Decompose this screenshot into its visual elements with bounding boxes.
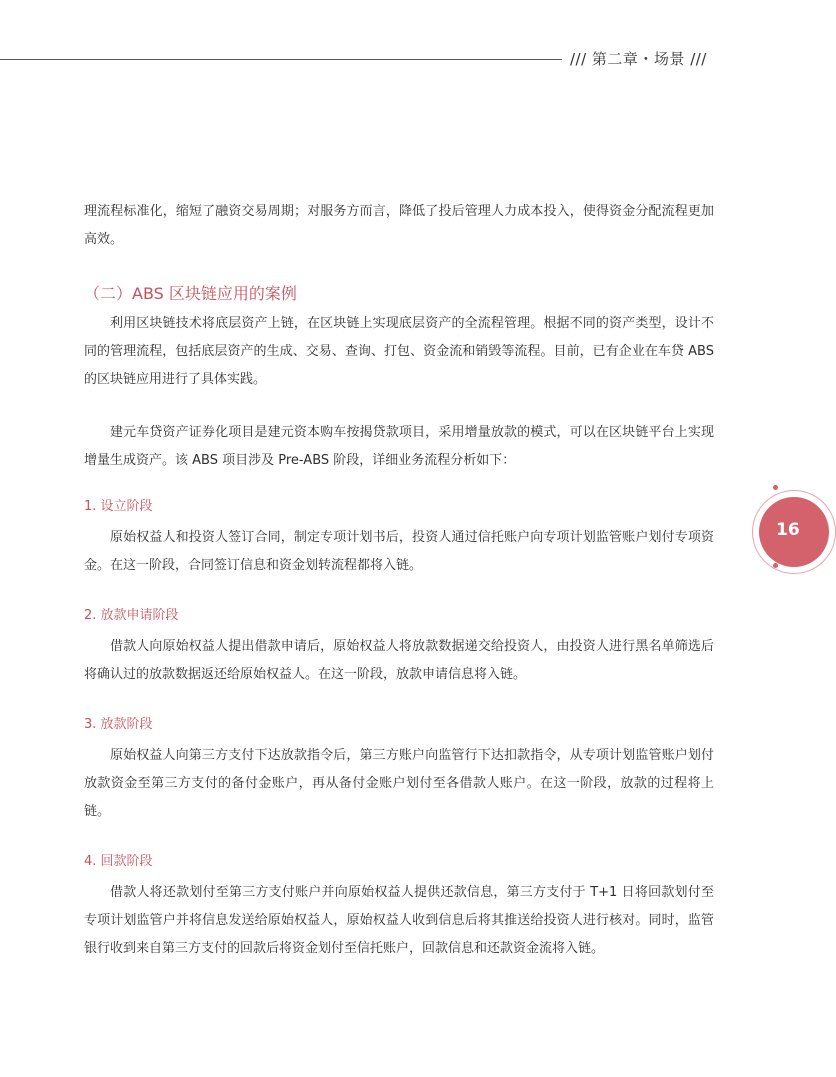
page-content (84, 198, 714, 963)
section-title: （二）ABS 区块链应用的案例 (84, 284, 297, 303)
step-title-1: 1. 设立阶段 (84, 499, 153, 514)
step-text-2: 借款人向原始权益人提出借款申请后，原始权益人将放款数据递交给投资人，由投资人进行黑名单筛选后将确认过的放款数据返还给原始权益人。在这一阶段，放款申请信息将入链。 (84, 639, 714, 682)
tab-dot-top (773, 485, 778, 490)
header-rule (0, 59, 562, 60)
intro-paragraph: 理流程标准化，缩短了融资交易周期；对服务方而言，降低了投后管理人力成本投入，使得资金分配流程更加高效。 (84, 204, 714, 247)
paragraph-1: 利用区块链技术将底层资产上链，在区块链上实现底层资产的全流程管理。根据不同的资产类型，设计不同的管理流程，包括底层资产的生成、交易、查询、打包、资金流和销毁等流程。目前，已有企业在车贷 ABS 的区块链应用进行了具体实践。 (84, 316, 714, 387)
tab-dot-bottom (773, 563, 778, 568)
page-number: 16 (776, 520, 800, 540)
step-text-4: 借款人将还款划付至第三方支付账户并向原始权益人提供还款信息，第三方支付于 T+1 日将回款划付至专项计划监管户并将信息发送给原始权益人，原始权益人收到信息后将其推送给投资人进行核对。同时，监管银行收到来自第三方支付的回款后将资金划付至信托账户，回款信息和还款资金流将入链。 (84, 885, 714, 956)
step-text-1: 原始权益人和投资人签订合同，制定专项计划书后，投资人通过信托账户向专项计划监管账户划付专项资金。在这一阶段，合同签订信息和资金划转流程都将入链。 (84, 530, 714, 573)
step-title-4: 4. 回款阶段 (84, 854, 153, 869)
step-title-2: 2. 放款申请阶段 (84, 608, 179, 623)
step-title-3: 3. 放款阶段 (84, 717, 153, 732)
page-number-disc (759, 497, 829, 567)
page-number-tab (752, 490, 836, 574)
paragraph-2: 建元车贷资产证券化项目是建元资本购车按揭贷款项目，采用增量放款的模式，可以在区块链平台上实现增量生成资产。该 ABS 项目涉及 Pre-ABS 阶段，详细业务流程分析如下： (84, 425, 714, 468)
chapter-header: /// 第二章・场景 /// (570, 50, 707, 68)
step-text-3: 原始权益人向第三方支付下达放款指令后，第三方账户向监管行下达扣款指令，从专项计划监管账户划付放款资金至第三方支付的备付金账户，再从备付金账户划付至各借款人账户。在这一阶段，放款的过程将上链。 (84, 748, 714, 819)
